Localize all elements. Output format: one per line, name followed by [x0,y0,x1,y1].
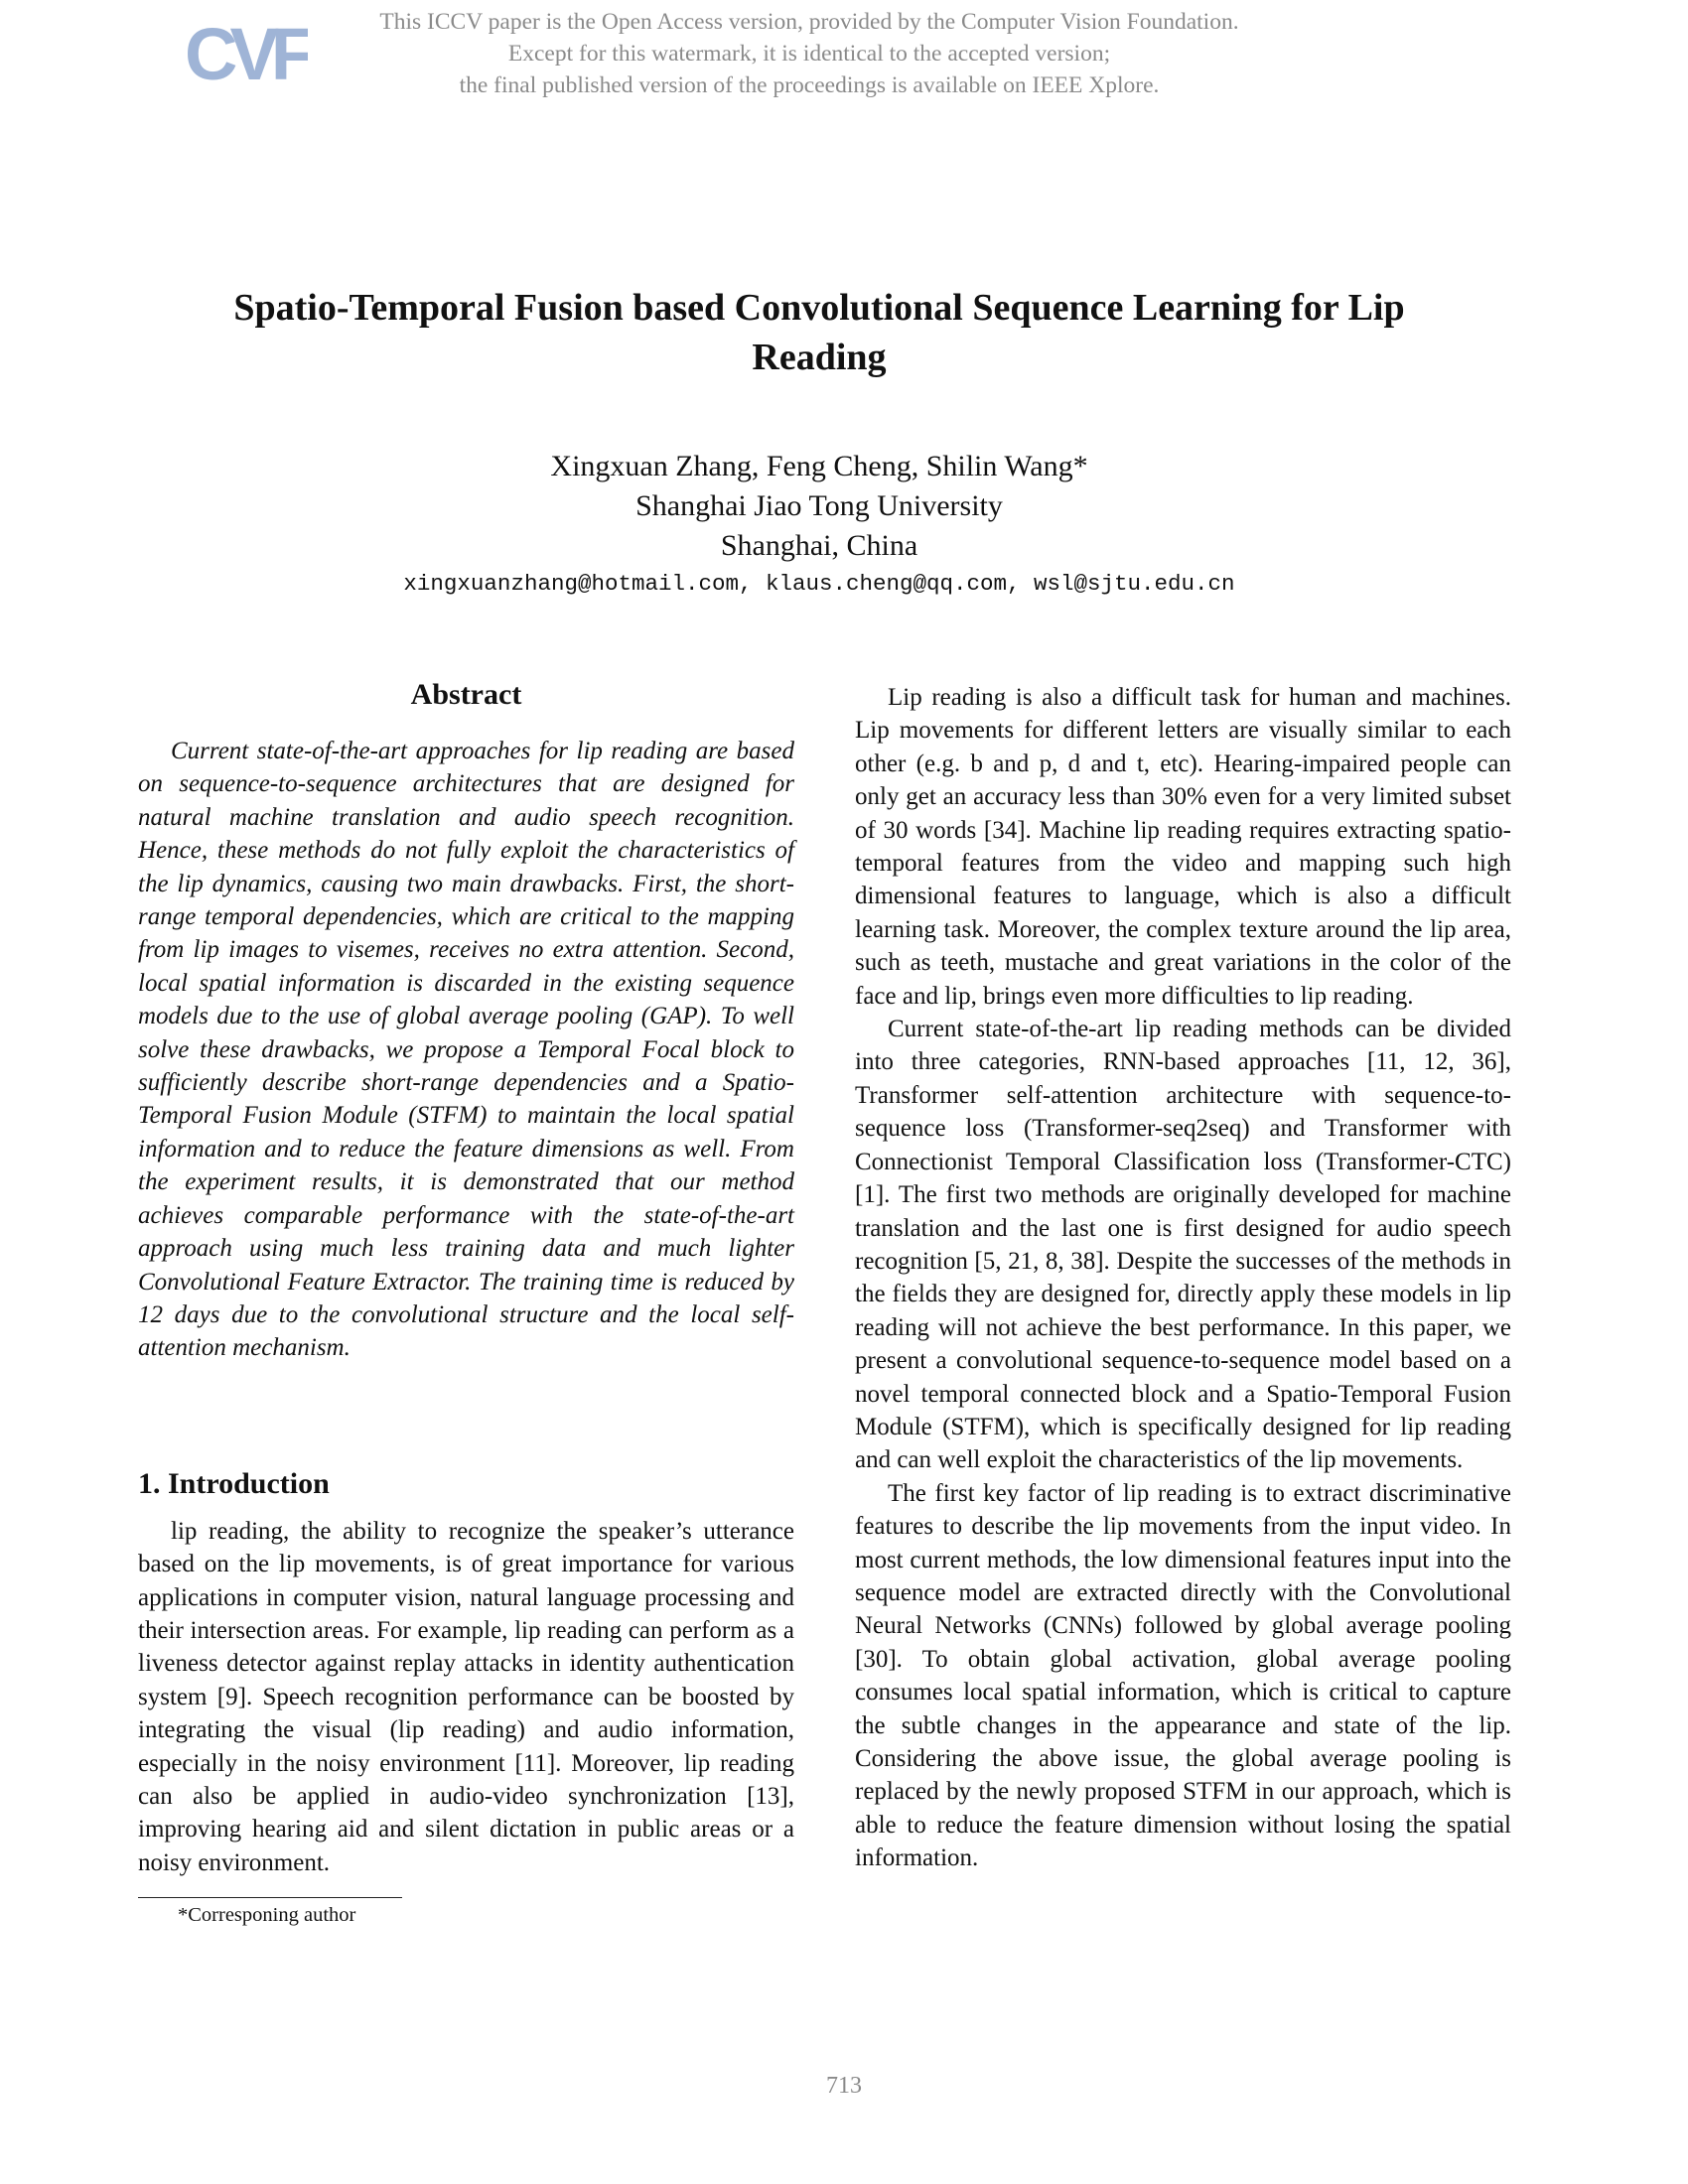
open-access-watermark [298,6,1321,101]
corresponding-author-footnote: *Corresponing author [178,1904,356,1927]
cvf-logo [185,10,308,95]
paper-title [149,283,1489,382]
author-location: Shanghai, China [720,529,918,562]
right-column [855,681,1511,1875]
abstract-heading: Abstract [410,678,522,711]
introduction-heading: 1. Introduction [138,1466,330,1500]
watermark-line-2: Except for this watermark, it is identical to the accepted version; [507,41,1111,67]
intro-paragraph-2: Lip reading is also a difficult task for human and machines. Lip movements for different letters are visually similar to each other (e.g. b and p, d and t, etc). Hearing-impaired people can only get an accuracy less than 30% even for a very limited subset of 30 words [34]. Machine lip reading requires extracting spatio-temporal features from the video and mapping such high dimensional features to language, which is also a difficult learning task. Moreover, the complex texture around the lip area, such as teeth, mustache and great variations in the color of the face and lip, brings even more difficulties to lip reading. [855,684,1511,1010]
watermark-line-1: This ICCV paper is the Open Access version, provided by the Computer Vision Foundation. [379,9,1239,35]
intro-paragraph-4: The first key factor of lip reading is to extract discriminative features to describe the lip movements from the input video. In most current methods, the low dimensional features input into the sequence model are extracted directly with the Convolutional Neural Networks (CNNs) followed by global average pooling [30]. To obtain global activation, global average pooling consumes local spatial information, which is critical to capture the subtle changes in the appearance and state of the lip. Considering the above issue, the global average pooling is replaced by the newly proposed STFM in our approach, which is able to reduce the feature dimension without losing the spatial information. [855,1479,1511,1872]
page-number: 713 [826,2073,862,2099]
abstract-text: Current state-of-the-art approaches for lip reading are based on sequence-to-sequence architectures that are designed for natural machine translation and audio speech recognition. Hence, these methods do not fully exploit the characteristics of the lip dynamics, causing two main drawbacks. First, the short-range temporal dependencies, which are critical to the mapping from lip images to visemes, receives no extra attention. Second, local spatial information is discarded in the existing sequence models due to the use of global average pooling (GAP). To well solve these drawbacks, we propose a Temporal Focal block to sufficiently describe short-range dependencies and a Spatio-Temporal Fusion Module (STFM) to maintain the local spatial information and to reduce the feature dimensions as well. From the experiment results, it is demonstrated that our method achieves comparable performance with the state-of-the-art approach using much less training data and much lighter Convolutional Feature Extractor. The training time is reduced by 12 days due to the convolutional structure and the local self-attention mechanism. [138,738,794,1362]
watermark-line-3: the final published version of the proceedings is available on IEEE Xplore. [459,72,1160,98]
author-affiliation: Shanghai Jiao Tong University [635,489,1003,522]
author-emails: xingxuanzhang@hotmail.com, klaus.cheng@qq.com, wsl@sjtu.edu.cn [403,571,1235,597]
footnote-divider [138,1897,402,1898]
intro-paragraph-1: lip reading, the ability to recognize the speaker’s utterance based on the lip movements, is of great importance for various applications in computer vision, natural language processing and their intersection areas. For example, lip reading can perform as a liveness detector against replay attacks in identity authentication system [9]. Speech recognition performance can be boosted by integrating the visual (lip reading) and audio information, especially in the noisy environment [11]. Moreover, lip reading can also be applied in audio-video synchronization [13], improving hearing aid and silent dictation in public areas or a noisy environment. [138,1517,794,1876]
paper-title-line-1: Spatio-Temporal Fusion based Convolutional Sequence Learning for Lip [233,287,1405,329]
author-block [149,447,1489,566]
author-names: Xingxuan Zhang, Feng Cheng, Shilin Wang* [550,450,1088,482]
paper-title-line-2: Reading [752,337,887,378]
intro-paragraph-3: Current state-of-the-art lip reading methods can be divided into three categories, RNN-based approaches [11, 12, 36], Transformer self-attention architecture with sequence-to-sequence loss (Transformer-seq2seq) and Transformer with Connectionist Temporal Classification loss (Transformer-CTC) [1]. The first two methods are originally developed for machine translation and the last one is first designed for audio speech recognition [5, 21, 8, 38]. Despite the successes of the methods in the fields they are designed for, directly apply these models in lip reading will not achieve the best performance. In this paper, we present a convolutional sequence-to-sequence model based on a novel temporal connected block and a Spatio-Temporal Fusion Module (STFM), which is specifically designed for lip reading and can well exploit the characteristics of the lip movements. [855,1016,1511,1474]
cvf-logo-text: CVF [185,13,308,95]
left-column [138,675,794,1929]
